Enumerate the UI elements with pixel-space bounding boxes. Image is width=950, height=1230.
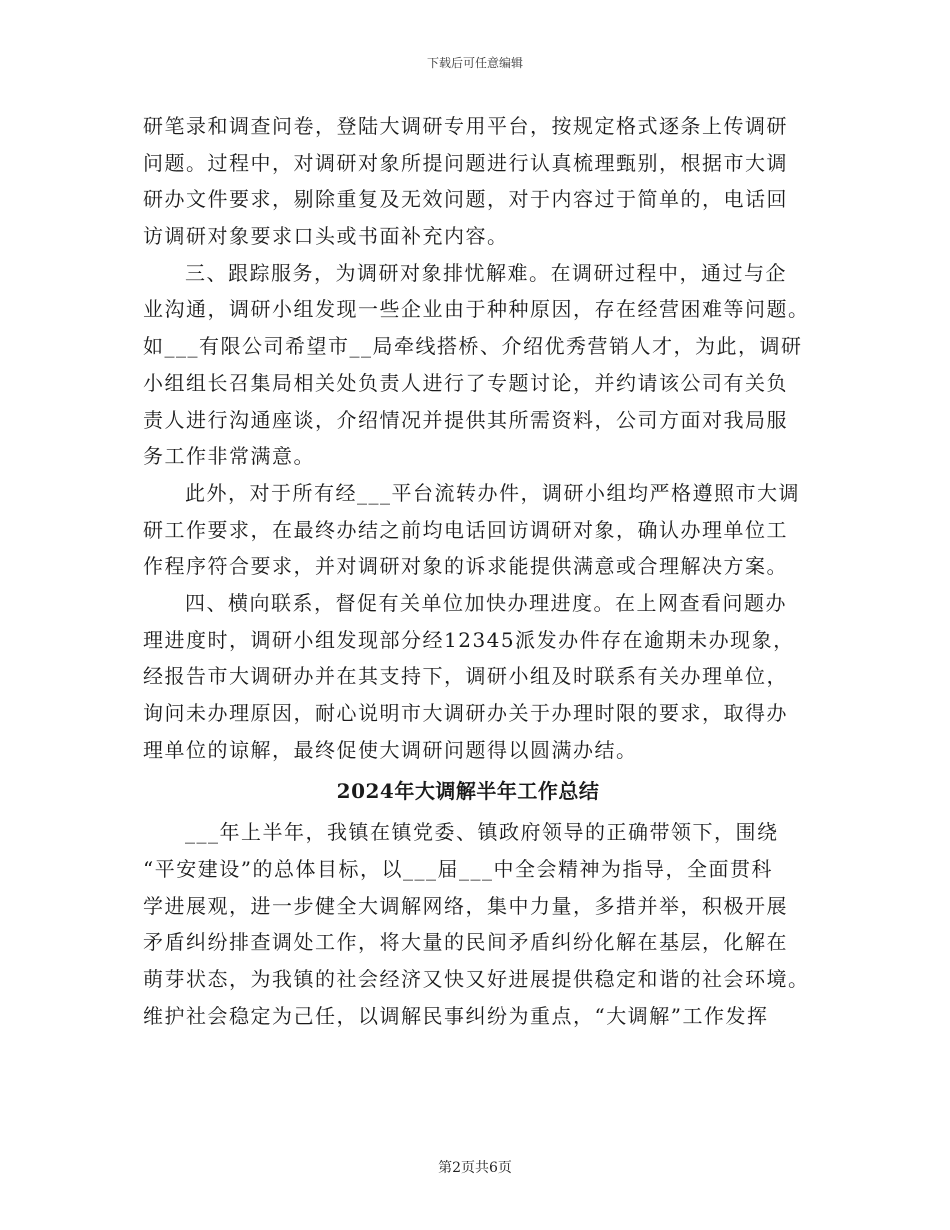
paragraph-line: 经报告市大调研办并在其支持下，调研小组及时联系有关办理单位， <box>143 664 788 689</box>
paragraph-line: ___年上半年，我镇在镇党委、镇政府领导的正确带领下，围绕 <box>185 820 779 845</box>
paragraph-line: 研办文件要求，剔除重复及无效问题，对于内容过于简单的，电话回 <box>143 187 788 212</box>
page-header: 下载后可任意编辑 <box>426 56 523 70</box>
paragraph-line: 业沟通，调研小组发现一些企业由于种种原因，存在经营困难等问题。 <box>143 297 810 322</box>
paragraph-line: 小组组长召集局相关处负责人进行了专题讨论，并约请该公司有关负 <box>143 370 788 395</box>
paragraph-line: 研工作要求，在最终办结之前均电话回访调研对象，确认办理单位工 <box>143 517 788 542</box>
page-footer: 第2页共6页 <box>438 1160 512 1176</box>
paragraph-line: 作程序符合要求，并对调研对象的诉求能提供满意或合理解决方案。 <box>143 554 788 579</box>
paragraph-line: 理进度时，调研小组发现部分经12345派发办件存在逾期未办现象， <box>143 627 795 652</box>
paragraph-line: 访调研对象要求口头或书面补充内容。 <box>143 224 509 249</box>
paragraph-line: 责人进行沟通座谈，介绍情况并提供其所需资料，公司方面对我局服 <box>143 407 788 432</box>
paragraph-line: 务工作非常满意。 <box>143 444 315 469</box>
paragraph-line: 此外，对于所有经___平台流转办件，调研小组均严格遵照市大调 <box>185 480 800 505</box>
paragraph-line: 学进展观，进一步健全大调解网络，集中力量，多措并举，积极开展 <box>143 893 788 918</box>
paragraph-line: 理单位的谅解，最终促使大调研问题得以圆满办结。 <box>143 737 638 762</box>
paragraph-line: 三、跟踪服务，为调研对象排忧解难。在调研过程中，通过与企 <box>185 260 787 285</box>
paragraph-line: 四、横向联系，督促有关单位加快办理进度。在上网查看问题办 <box>185 590 787 615</box>
paragraph-line: 问题。过程中，对调研对象所提问题进行认真梳理甄别，根据市大调 <box>143 150 788 175</box>
paragraph-line: “平安建设”的总体目标，以___届___中全会精神为指导，全面贯科 <box>143 857 773 882</box>
paragraph-line: 询问未办理原因，耐心说明市大调研办关于办理时限的要求，取得办 <box>143 701 788 725</box>
document-body <box>143 108 813 1035</box>
paragraph-line: 萌芽状态，为我镇的社会经济又快又好进展提供稳定和谐的社会环境。 <box>143 967 810 992</box>
paragraph-line: 如___有限公司希望市__局牵线搭桥、介绍优秀营销人才，为此，调研 <box>143 334 803 359</box>
paragraph-line: 维护社会稳定为己任，以调解民事纠纷为重点，“大调解”工作发挥 <box>143 1003 769 1028</box>
paragraph-line: 矛盾纠纷排查调处工作，将大量的民间矛盾纠纷化解在基层，化解在 <box>143 930 788 955</box>
document-title: 2024年大调解半年工作总结 <box>336 779 600 804</box>
paragraph-line: 研笔录和调查问卷，登陆大调研专用平台，按规定格式逐条上传调研 <box>143 114 788 138</box>
